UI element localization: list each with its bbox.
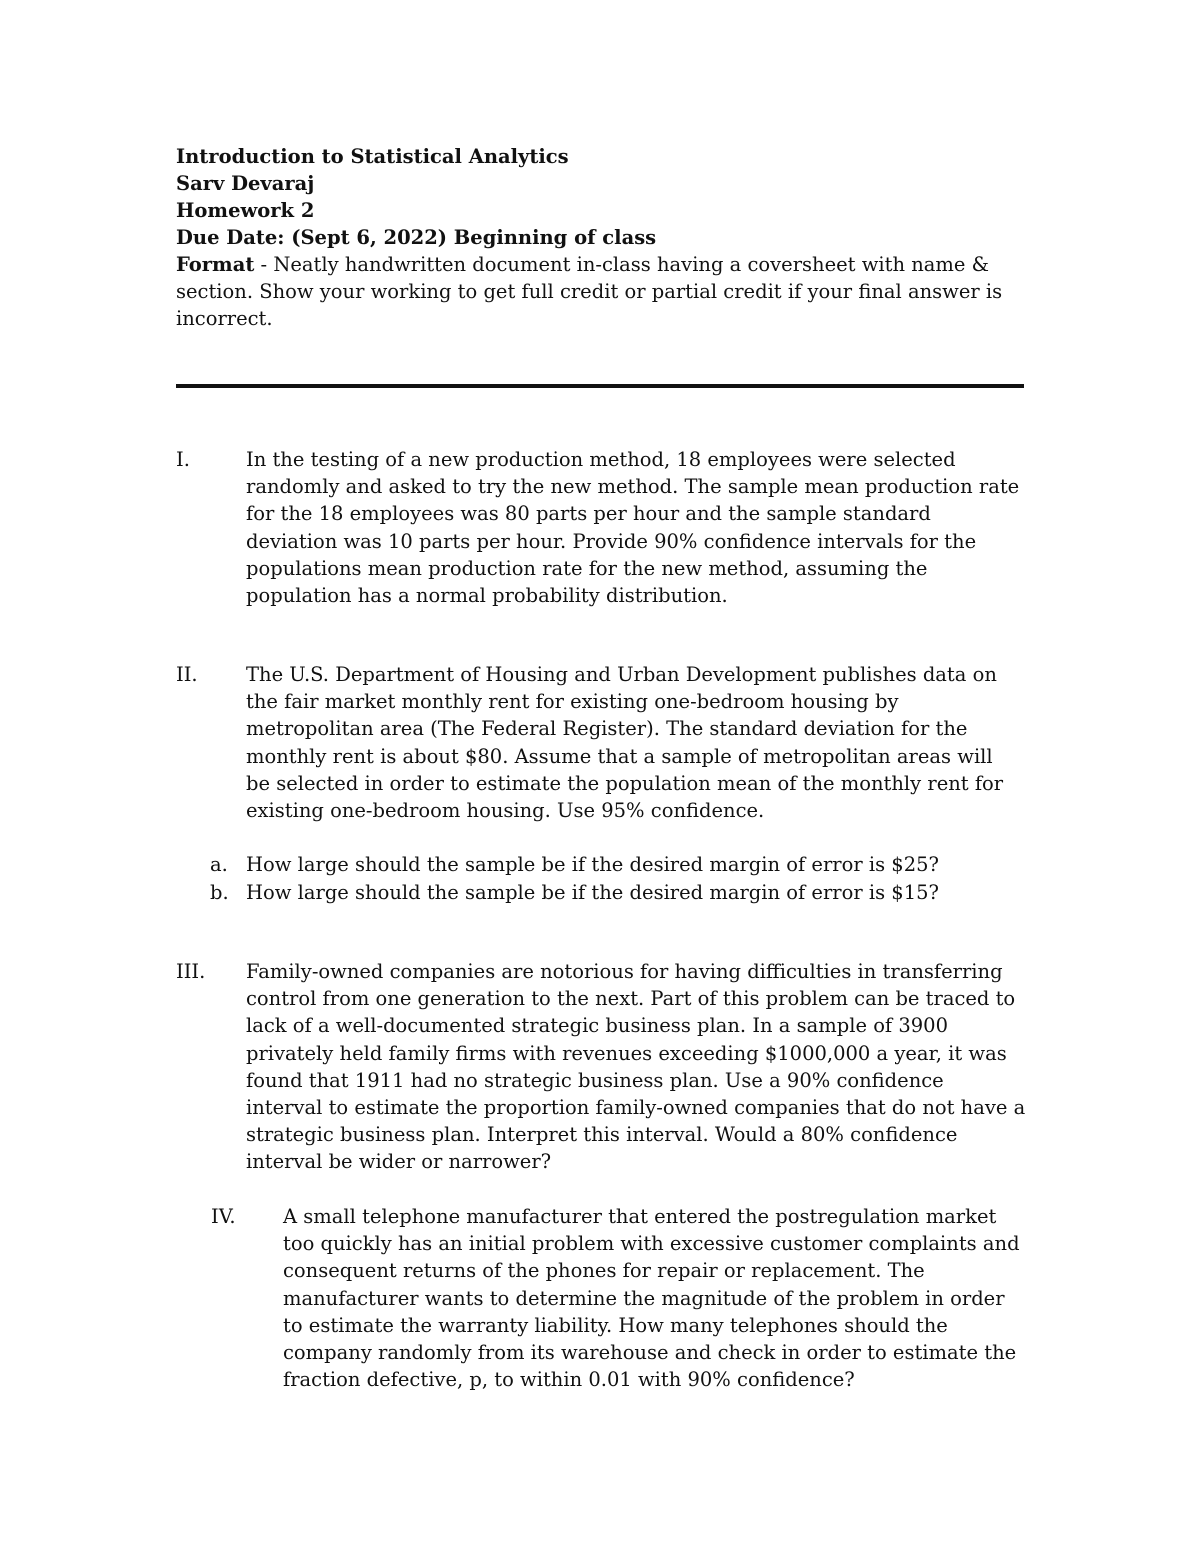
assignment-title: Homework 2: [176, 199, 315, 222]
part-letter: a.: [210, 853, 228, 876]
question-text: Family-owned companies are notorious for having difficulties in transferring control from one generation to the next. Part of this problem can be traced to lack of a well-documented strategic business plan. In a sample of 3900 privately held family firms with revenues exceeding $1000,000 a year, it was found that 1911 had no strategic business plan. Use a 90% confidence interval to estimate the proportion family-owned companies that do not have a strategic business plan. Interpret this interval. Would a 80% confidence interval be wider or narrower?: [246, 960, 1026, 1174]
format-instructions: [176, 251, 1026, 332]
question-number: IV.: [211, 1205, 236, 1228]
part-text: How large should the sample be if the desired margin of error is $15?: [246, 881, 939, 904]
question-number: III.: [176, 960, 206, 983]
part-text: How large should the sample be if the desired margin of error is $25?: [246, 853, 939, 876]
format-label: Format: [176, 253, 255, 276]
part-letter: b.: [210, 881, 229, 904]
question-number: II.: [176, 663, 198, 686]
instructor-name: Sarv Devaraj: [176, 172, 315, 195]
course-title: Introduction to Statistical Analytics: [176, 145, 569, 168]
question-number: I.: [176, 448, 190, 471]
question-text: The U.S. Department of Housing and Urban Development publishes data on the fair market monthly rent for existing one-bedroom housing by metropolitan area (The Federal Register). The standard deviation for the monthly rent is about $80. Assume that a sample of metropolitan areas will be selected in order to estimate the population mean of the monthly rent for existing one-bedroom housing. Use 95% confidence.: [246, 663, 1004, 823]
format-text: - Neatly handwritten document in-class having a coversheet with name & section. Show your working to get full credit or partial credit if your final answer is incorrect.: [176, 253, 1003, 330]
question-text: In the testing of a new production method, 18 employees were selected randomly and asked to try the new method. The sample mean production rate for the 18 employees was 80 parts per hour and the sample standard deviation was 10 parts per hour. Provide 90% confidence intervals for the populations mean production rate for the new method, assuming the population has a normal probability distribution.: [246, 448, 1020, 608]
document-header: [176, 143, 1026, 332]
question-text: A small telephone manufacturer that entered the postregulation market too quickly has an initial problem with excessive customer complaints and consequent returns of the phones for repair or replacement. The manufacturer wants to determine the magnitude of the problem in order to estimate the warranty liability. How many telephones should the company randomly from its warehouse and check in order to estimate the fraction defective, p, to within 0.01 with 90% confidence?: [283, 1205, 1020, 1392]
due-date: Due Date: (Sept 6, 2022) Beginning of class: [176, 226, 657, 249]
horizontal-divider: [176, 384, 1024, 388]
